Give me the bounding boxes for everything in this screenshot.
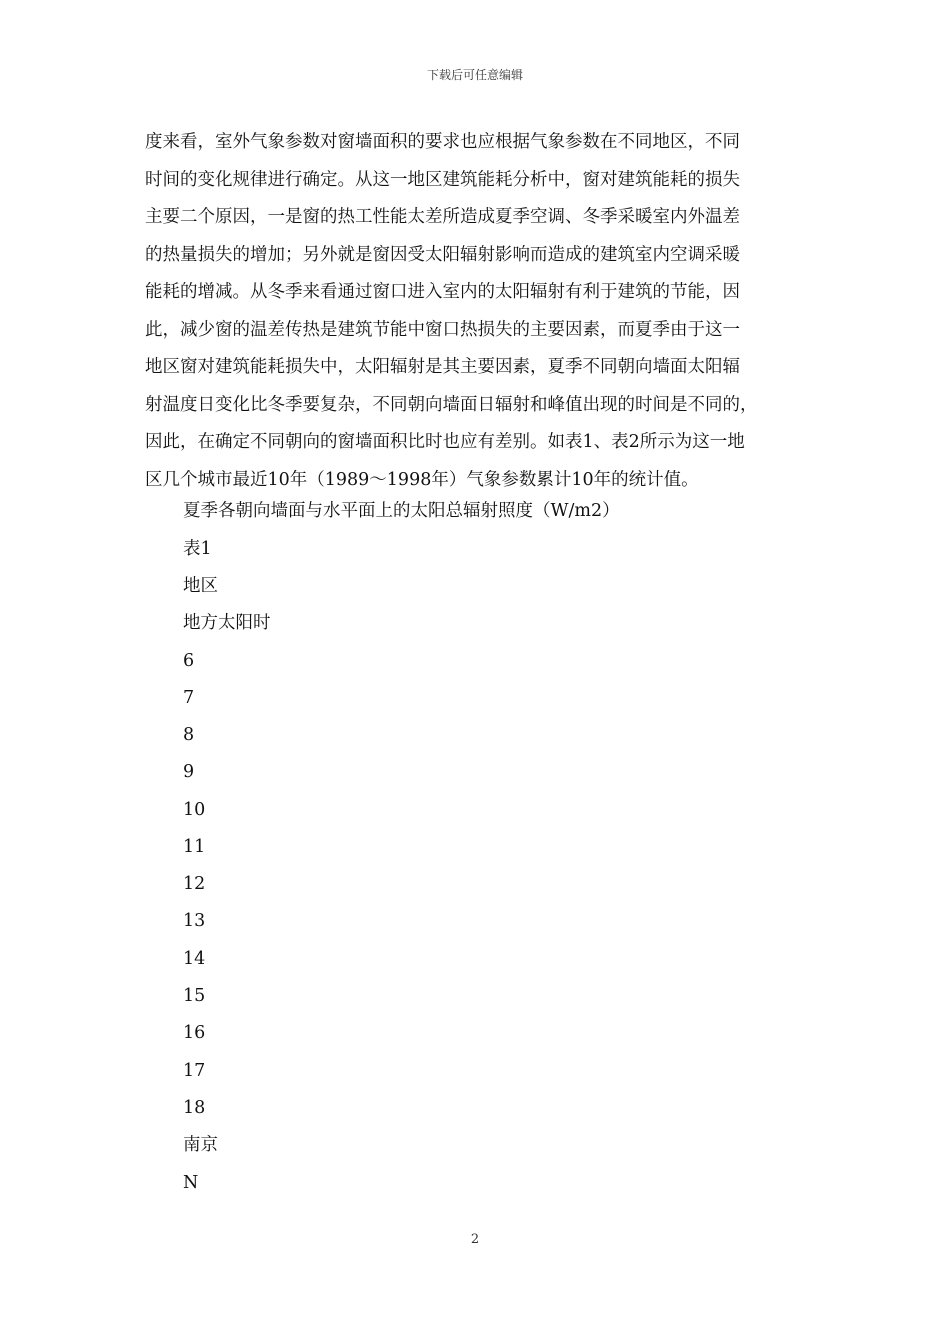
region-cell: 南京 (183, 1135, 218, 1155)
hour-cell: 9 (183, 762, 195, 782)
hour-cell: 10 (183, 800, 206, 820)
paragraph-line: 地区窗对建筑能耗损失中，太阳辐射是其主要因素，夏季不同朝向墙面太阳辐 (145, 357, 740, 377)
hour-cell: 7 (183, 688, 195, 708)
paragraph-line: 的热量损失的增加；另外就是窗因受太阳辐射影响而造成的建筑室内空调采暖 (145, 244, 740, 265)
hour-cell: 12 (183, 874, 206, 894)
paragraph-line: 射温度日变化比冬季要复杂，不同朝向墙面日辐射和峰值出现的时间是不同的， (145, 394, 758, 415)
hour-cell: 16 (183, 1023, 206, 1043)
paragraph-line: 度来看，室外气象参数对窗墙面积的要求也应根据气象参数在不同地区，不同 (145, 132, 740, 152)
paragraph-line: 区几个城市最近10年（1989～1998年）气象参数累计10年的统计值。 (145, 469, 699, 490)
page-number: 2 (470, 1232, 480, 1247)
paragraph-line: 能耗的增减。从冬季来看通过窗口进入室内的太阳辐射有利于建筑的节能，因 (145, 282, 740, 302)
hour-cell: 14 (183, 949, 206, 969)
hour-cell: 15 (183, 986, 206, 1006)
hour-cell: 8 (183, 725, 195, 745)
orientation-cell: N (183, 1173, 199, 1193)
hour-cell: 17 (183, 1061, 206, 1081)
hour-cell: 18 (183, 1098, 206, 1118)
table-label: 表1 (183, 539, 212, 559)
hour-cell: 11 (183, 837, 206, 857)
paragraph-line: 因此，在确定不同朝向的窗墙面积比时也应有差别。如表1、表2所示为这一地 (145, 432, 745, 452)
paragraph-line: 此，减少窗的温差传热是建筑节能中窗口热损失的主要因素，而夏季由于这一 (145, 319, 740, 340)
column-header-solar-time: 地方太阳时 (183, 613, 271, 633)
hour-cell: 6 (183, 651, 195, 671)
page-header: 下载后可任意编辑 (426, 68, 523, 82)
paragraph-line: 主要二个原因，一是窗的热工性能太差所造成夏季空调、冬季采暖室内外温差 (145, 207, 740, 227)
body-paragraph (145, 124, 815, 499)
column-header-region: 地区 (183, 576, 218, 596)
hour-cell: 13 (183, 911, 206, 931)
paragraph-line: 时间的变化规律进行确定。从这一地区建筑能耗分析中，窗对建筑能耗的损失 (145, 169, 740, 190)
table-caption: 夏季各朝向墙面与水平面上的太阳总辐射照度（W/m2） (183, 501, 620, 521)
